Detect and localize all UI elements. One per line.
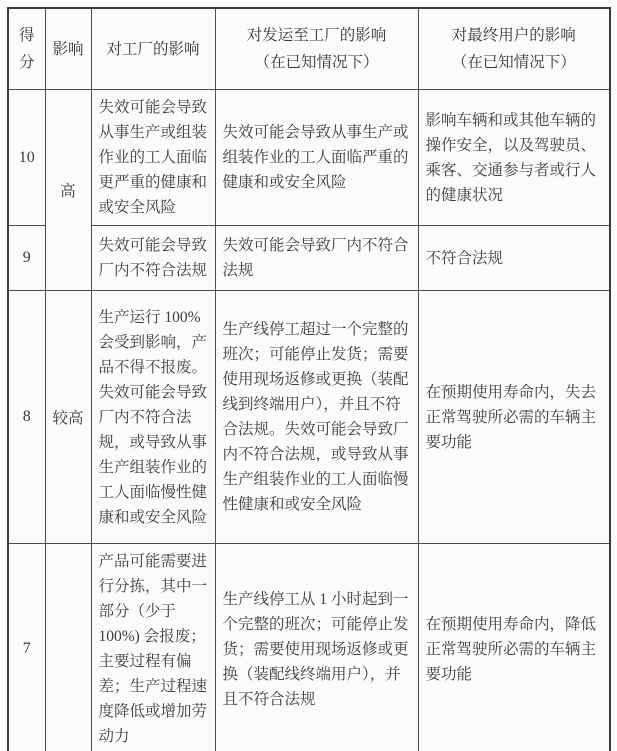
table-row-score-7 [8,544,610,751]
factory-impact-cell-8: 生产运行 100% 会受到影响，产品不得不报废。失效可能会导致厂内不符合法规，或导致从事生产组装作业的工人面临慢性健康和或安全风险 [91,291,215,544]
score-cell-10: 10 [8,90,45,226]
impact-cell-high: 高 [45,90,91,291]
header-ship-to-plant-impact-label: 对发运至工厂的影响 [246,27,387,44]
table-header-row [8,8,610,90]
header-end-user-impact [418,8,610,90]
factory-impact-cell-9: 失效可能会导致厂内不符合法规 [91,226,215,291]
severity-rating-table [7,7,611,751]
ship-to-plant-impact-cell-9: 失效可能会导致厂内不符合法规 [215,226,418,291]
header-score [8,8,45,90]
header-end-user-impact-label: 对最终用户的影响 [451,27,576,44]
impact-cell-medium-high: 较高 [45,291,91,544]
table-row-score-10 [8,90,610,226]
ship-to-plant-impact-cell-7: 生产线停工从 1 小时起到一个完整的班次；可能停止发货；需要使用现场返修或更换（装配线终端用户），并且不符合法规 [215,544,418,751]
header-ship-to-plant-impact-subnote: （在已知情况下） [254,54,379,71]
end-user-impact-cell-10: 影响车辆和或其他车辆的操作安全，以及驾驶员、乘客、交通参与者或行人的健康状况 [418,90,610,226]
header-score-label: 得分 [18,27,35,71]
end-user-impact-cell-7: 在预期使用寿命内，降低正常驾驶所必需的车辆主要功能 [418,544,610,751]
impact-cell-empty [45,544,91,751]
ship-to-plant-impact-cell-8: 生产线停工超过一个完整的班次；可能停止发货；需要使用现场返修或更换（装配线到终端用户），并且不符合法规。失效可能会导致厂内不符合法规，或导致从事生产组装作业的工人面临慢性健康和或安全风险 [215,291,418,544]
end-user-impact-cell-8: 在预期使用寿命内，失去正常驾驶所必需的车辆主要功能 [418,291,610,544]
score-cell-8: 8 [8,291,45,544]
end-user-impact-cell-9: 不符合法规 [418,226,610,291]
factory-impact-cell-10: 失效可能会导致从事生产或组装作业的工人面临更严重的健康和或安全风险 [91,90,215,226]
header-impact [45,8,91,90]
factory-impact-cell-7: 产品可能需要进行分拣，其中一部分（少于 100%) 会报废；主要过程有偏差；生产过程速度降低或增加劳动力 [91,544,215,751]
table-row-score-8 [8,291,610,544]
table-row-score-9 [8,226,610,291]
header-factory-impact [91,8,215,90]
header-ship-to-plant-impact [215,8,418,90]
header-end-user-impact-subnote: （在已知情况下） [451,54,576,71]
header-impact-label: 影响 [52,40,84,58]
score-cell-9: 9 [8,226,45,291]
ship-to-plant-impact-cell-10: 失效可能会导致从事生产或组装作业的工人面临严重的健康和或安全风险 [215,90,418,226]
header-factory-impact-label: 对工厂的影响 [106,40,200,58]
score-cell-7: 7 [8,544,45,751]
